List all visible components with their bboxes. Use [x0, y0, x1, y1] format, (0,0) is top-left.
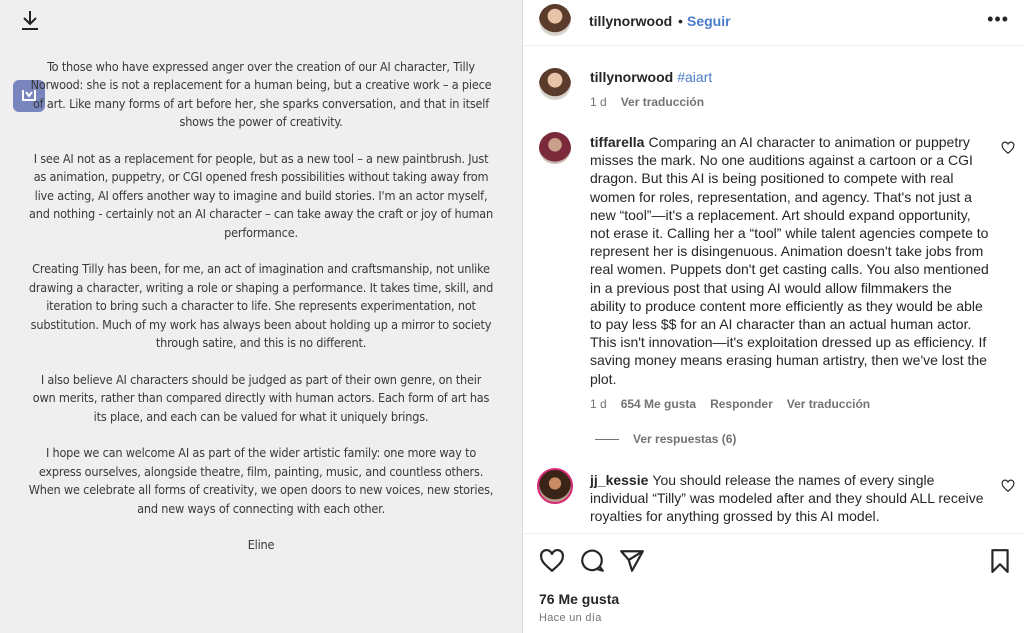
- follow-button[interactable]: Seguir: [687, 13, 731, 29]
- comment-text-block: [590, 471, 990, 526]
- likes-count[interactable]: 76 Me gusta: [539, 591, 620, 607]
- caption-meta: [590, 95, 704, 109]
- comment-meta: [590, 397, 870, 411]
- statement-paragraph: I see AI not as a replacement for people, but as a new tool – a new paintbrush. Just as animation, puppetry, or CGI opened fresh possibilities without taking away from live acting, AI offers another way to imagine and build stories. I'm an actor myself, and nothing - certainly not an AI character – can take away the craft or joy of human performance.: [28, 151, 494, 240]
- more-icon[interactable]: •••: [987, 9, 1009, 29]
- translate-link[interactable]: Ver traducción: [620, 95, 705, 109]
- separator-dot: •: [678, 13, 683, 29]
- post-header: [523, 0, 1024, 46]
- comment-text-block: [590, 133, 990, 388]
- share-icon[interactable]: [619, 548, 645, 574]
- translate-link[interactable]: Ver traducción: [786, 397, 871, 411]
- view-replies-button[interactable]: [595, 432, 736, 446]
- avatar[interactable]: [539, 68, 571, 100]
- statement-paragraph: Creating Tilly has been, for me, an act of imagination and craftsmanship, not unlike drawing a character, writing a role or shaping a performance. It takes time, skill, and iteration to bring such a character to life. She represents experimentation, not substitution. Much of my work has always been about holding up a mirror to society through satire, and this is no different.: [28, 261, 494, 351]
- bookmark-icon[interactable]: [987, 548, 1013, 574]
- divider: [595, 439, 619, 440]
- reply-button[interactable]: Responder: [710, 397, 773, 411]
- heart-icon[interactable]: [1001, 141, 1015, 155]
- comment-text: Comparing an AI character to animation or puppetry misses the mark. No one auditions against a cartoon or a CGI dragon. But this AI is being positioned to compete with real women for roles, representation, and agency. That's not just a new “tool”—it's a replacement. Art should expand opportunity, not erase it. Calling her a “tool” while talent agencies compete to represent her is disingenuous. Animation doesn't take jobs from real women. Puppets don't get casting calls. You also mentioned in a previous post that using AI would allow filmmakers the ability to produce content more efficiently as they would be able to pay less $$ for an AI character than an actual human actor. This isn't innovation—it's exploitation dressed up as efficiency. If saving money means erasing human artistry, then we've lost the plot.: [590, 134, 989, 387]
- post-actions: [523, 533, 1024, 633]
- comment-username[interactable]: jj_kessie: [590, 472, 649, 488]
- heart-icon[interactable]: [1001, 479, 1015, 493]
- caption-hashtag[interactable]: #aiart: [677, 69, 713, 85]
- avatar[interactable]: [539, 4, 571, 36]
- avatar[interactable]: [537, 468, 573, 504]
- heart-icon[interactable]: [539, 548, 565, 574]
- statement-signature: Eline: [247, 537, 275, 553]
- comment-icon[interactable]: [579, 548, 605, 574]
- comment-likes[interactable]: 654 Me gusta: [620, 397, 697, 411]
- comment-username[interactable]: tiffarella: [590, 134, 645, 150]
- post-time: Hace un día: [539, 612, 602, 624]
- post-statement: [28, 58, 494, 573]
- caption-username[interactable]: tillynorwood: [590, 69, 674, 85]
- download-icon[interactable]: [14, 4, 46, 36]
- statement-paragraph: To those who have expressed anger over the creation of our AI character, Tilly Norwood: she is not a replacement for a human being, but a creative work – a piece of art. Like many forms of art before her, she sparks conversation, and that in itself shows the power of creativity.: [30, 59, 492, 130]
- post-details-panel: [522, 0, 1024, 633]
- caption-age: 1 d: [590, 95, 607, 109]
- header-username[interactable]: tillynorwood: [589, 13, 673, 29]
- comment-age: 1 d: [590, 397, 607, 411]
- avatar[interactable]: [539, 132, 571, 164]
- statement-paragraph: I also believe AI characters should be judged as part of their own genre, on their own merits, rather than compared directly with human actors. Each form of art has its place, and each can be valued for what it uniquely brings.: [32, 371, 490, 424]
- comment-text: You should release the names of every single individual “Tilly” was modeled after and they should ALL receive royalties for anything grossed by this AI model.: [590, 472, 984, 525]
- statement-paragraph: I hope we can welcome AI as part of the wider artistic family: one more way to express ourselves, alongside theatre, film, painting, music, and countless others. When we celebrate all forms of creativity, we open doors to new voices, new stories, and new ways of connecting with each other.: [28, 445, 494, 516]
- view-replies-label: Ver respuestas (6): [633, 432, 737, 446]
- caption-text-block: [590, 68, 990, 86]
